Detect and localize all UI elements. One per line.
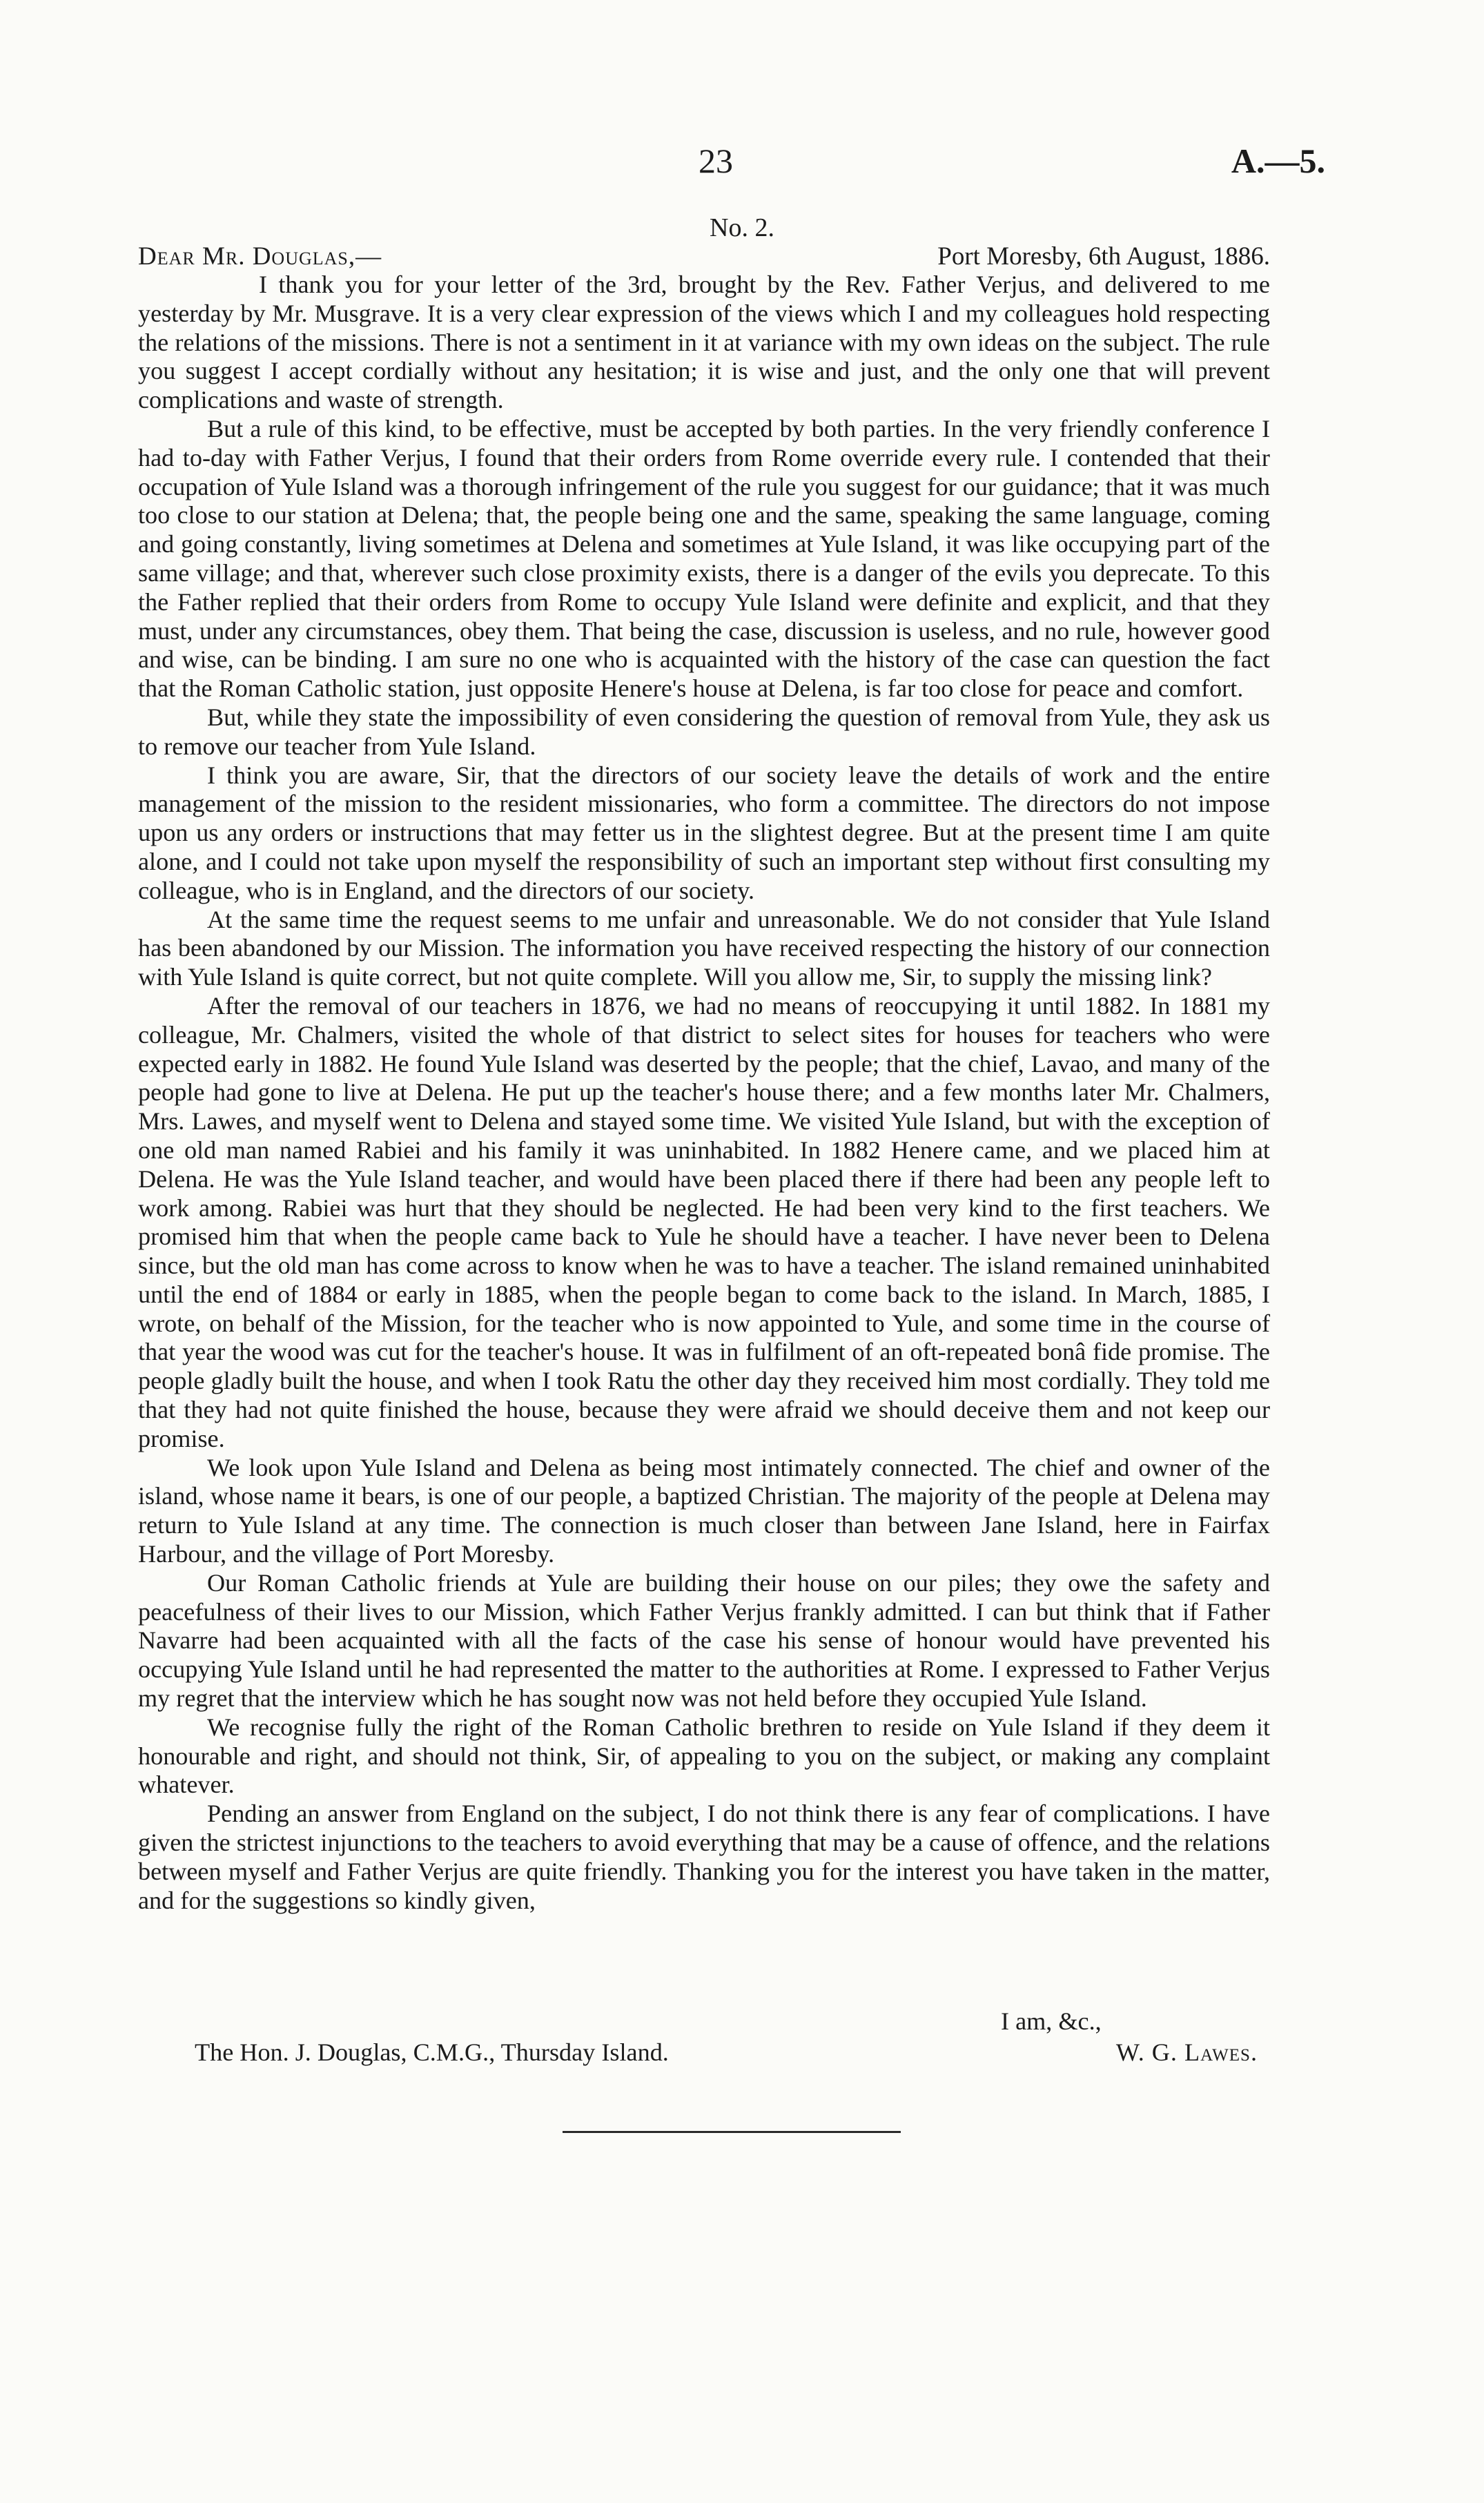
letter-number: No. 2.	[710, 213, 774, 242]
paragraph: But, while they state the impossibility of even considering the question of removal from Yule, they ask us to remove our teacher from Yule Island.	[138, 703, 1270, 760]
paragraph: I thank you for your letter of the 3rd, brought by the Rev. Father Verjus, and delivered to me yesterday by Mr. Musgrave. It is a very clear expression of the views which I and my colleagues hold respecting the relations of the missions. There is not a sentiment in it at variance with my own ideas on the subject. The rule you suggest I accept cordially without any hesitation; it is wise and just, and the only one that will prevent complications and waste of strength.	[138, 271, 1270, 414]
paragraph: Pending an answer from England on the subject, I do not think there is any fear of complications. I have given the strictest injunctions to the teachers to avoid everything that may be a cause of offence, and the relations between myself and Father Verjus are quite friendly. Thanking you for the interest you have taken in the matter, and for the suggestions so kindly given,	[138, 1800, 1270, 1914]
document-reference: A.—5.	[1231, 142, 1325, 180]
paragraph: Our Roman Catholic friends at Yule are building their house on our piles; they owe the safety and peacefulness of their lives to our Mission, which Father Verjus frankly admitted. I can but think that if Father Navarre had been acquainted with all the facts of the case his sense of honour would have prevented his occupying Yule Island until he had represented the matter to the authorities at Rome. I expressed to Father Verjus my regret that the interview which he has sought now was not held before they occupied Yule Island.	[138, 1568, 1270, 1713]
addressee: The Hon. J. Douglas, C.M.G., Thursday Island.	[195, 2038, 669, 2066]
page-header	[0, 141, 1484, 189]
salutation-line	[138, 242, 1270, 271]
signoff-line	[195, 2038, 1258, 2067]
end-rule	[563, 2131, 901, 2133]
salutation: Dear Mr. Douglas,—	[138, 242, 382, 271]
page-number: 23	[699, 142, 733, 180]
closing: I am, &c.,	[1001, 2007, 1102, 2035]
paragraph: But a rule of this kind, to be effective, must be accepted by both parties. In the very friendly conference I had to-day with Father Verjus, I found that their orders from Rome override every rule. I contended that their occupation of Yule Island was a thorough infringement of the rule you suggest for our guidance; that it was much too close to our station at Delena; that, the people being one and the same, speaking the same language, coming and going constantly, living sometimes at Delena and sometimes at Yule Island, it was like occupying part of the same village; and that, wherever such close proximity exists, there is a danger of the evils you deprecate. To this the Father replied that their orders from Rome to occupy Yule Island were definite and explicit, and that they must, under any circumstances, obey them. That being the case, discussion is useless, and no rule, however good and wise, can be binding. I am sure no one who is acquainted with the history of the case can question the fact that the Roman Catholic station, just opposite Henere's house at Delena, is far too close for peace and comfort.	[138, 414, 1270, 703]
paragraph: We look upon Yule Island and Delena as being most intimately connected. The chief and owner of the island, whose name it bears, is one of our people, a baptized Christian. The majority of the people at Delena may return to Yule Island at any time. The connection is much closer than between Jane Island, here in Fairfax Harbour, and the village of Port Moresby.	[138, 1453, 1270, 1568]
signature: W. G. Lawes.	[1115, 2038, 1258, 2066]
place-date: Port Moresby, 6th August, 1886.	[937, 242, 1270, 271]
letter-body	[138, 271, 1270, 1915]
paragraph: We recognise fully the right of the Roman Catholic brethren to reside on Yule Island if they deem it honourable and right, and should not think, Sir, of appealing to you on the subject, or making any complaint whatever.	[138, 1713, 1270, 1799]
paragraph: I think you are aware, Sir, that the directors of our society leave the details of work and the entire management of the mission to the resident missionaries, who form a committee. The directors do not impose upon us any orders or instructions that may fetter us in the slightest degree. But at the present time I am quite alone, and I could not take upon myself the responsibility of such an important step without first consulting my colleague, who is in England, and the directors of our society.	[138, 761, 1270, 904]
paragraph: After the removal of our teachers in 1876, we had no means of reoccupying it until 1882. In 1881 my colleague, Mr. Chalmers, visited the whole of that district to select sites for houses for teachers who were expected early in 1882. He found Yule Island was deserted by the people; that the chief, Lavao, and many of the people had gone to live at Delena. He put up the teacher's house there; and a few months later Mr. Chalmers, Mrs. Lawes, and myself went to Delena and stayed some time. We visited Yule Island, but with the exception of one old man named Rabiei and his family it was uninhabited. In 1882 Henere came, and we placed him at Delena. He was the Yule Island teacher, and would have been placed there if there had been any people left to work among. Rabiei was hurt that they should be neglected. He had been very kind to the first teachers. We promised him that when the people came back to Yule he should have a teacher. I have never been to Delena since, but the old man has come across to know when he was to have a teacher. The island remained uninhabited until the end of 1884 or early in 1885, when the people began to come back to the island. In March, 1885, I wrote, on behalf of the Mission, for the teacher who is now appointed to Yule, and some time in the course of that year the wood was cut for the teacher's house. It was in fulfilment of an oft-repeated bonâ fide promise. The people gladly built the house, and when I took Ratu the other day they received him most cordially. They told me that they had not quite finished the house, because they were afraid we should deceive them and not keep our promise.	[138, 991, 1270, 1452]
paragraph: At the same time the request seems to me unfair and unreasonable. We do not consider that Yule Island has been abandoned by our Mission. The information you have received respecting the history of our connection with Yule Island is quite correct, but not quite complete. Will you allow me, Sir, to supply the missing link?	[138, 905, 1270, 991]
